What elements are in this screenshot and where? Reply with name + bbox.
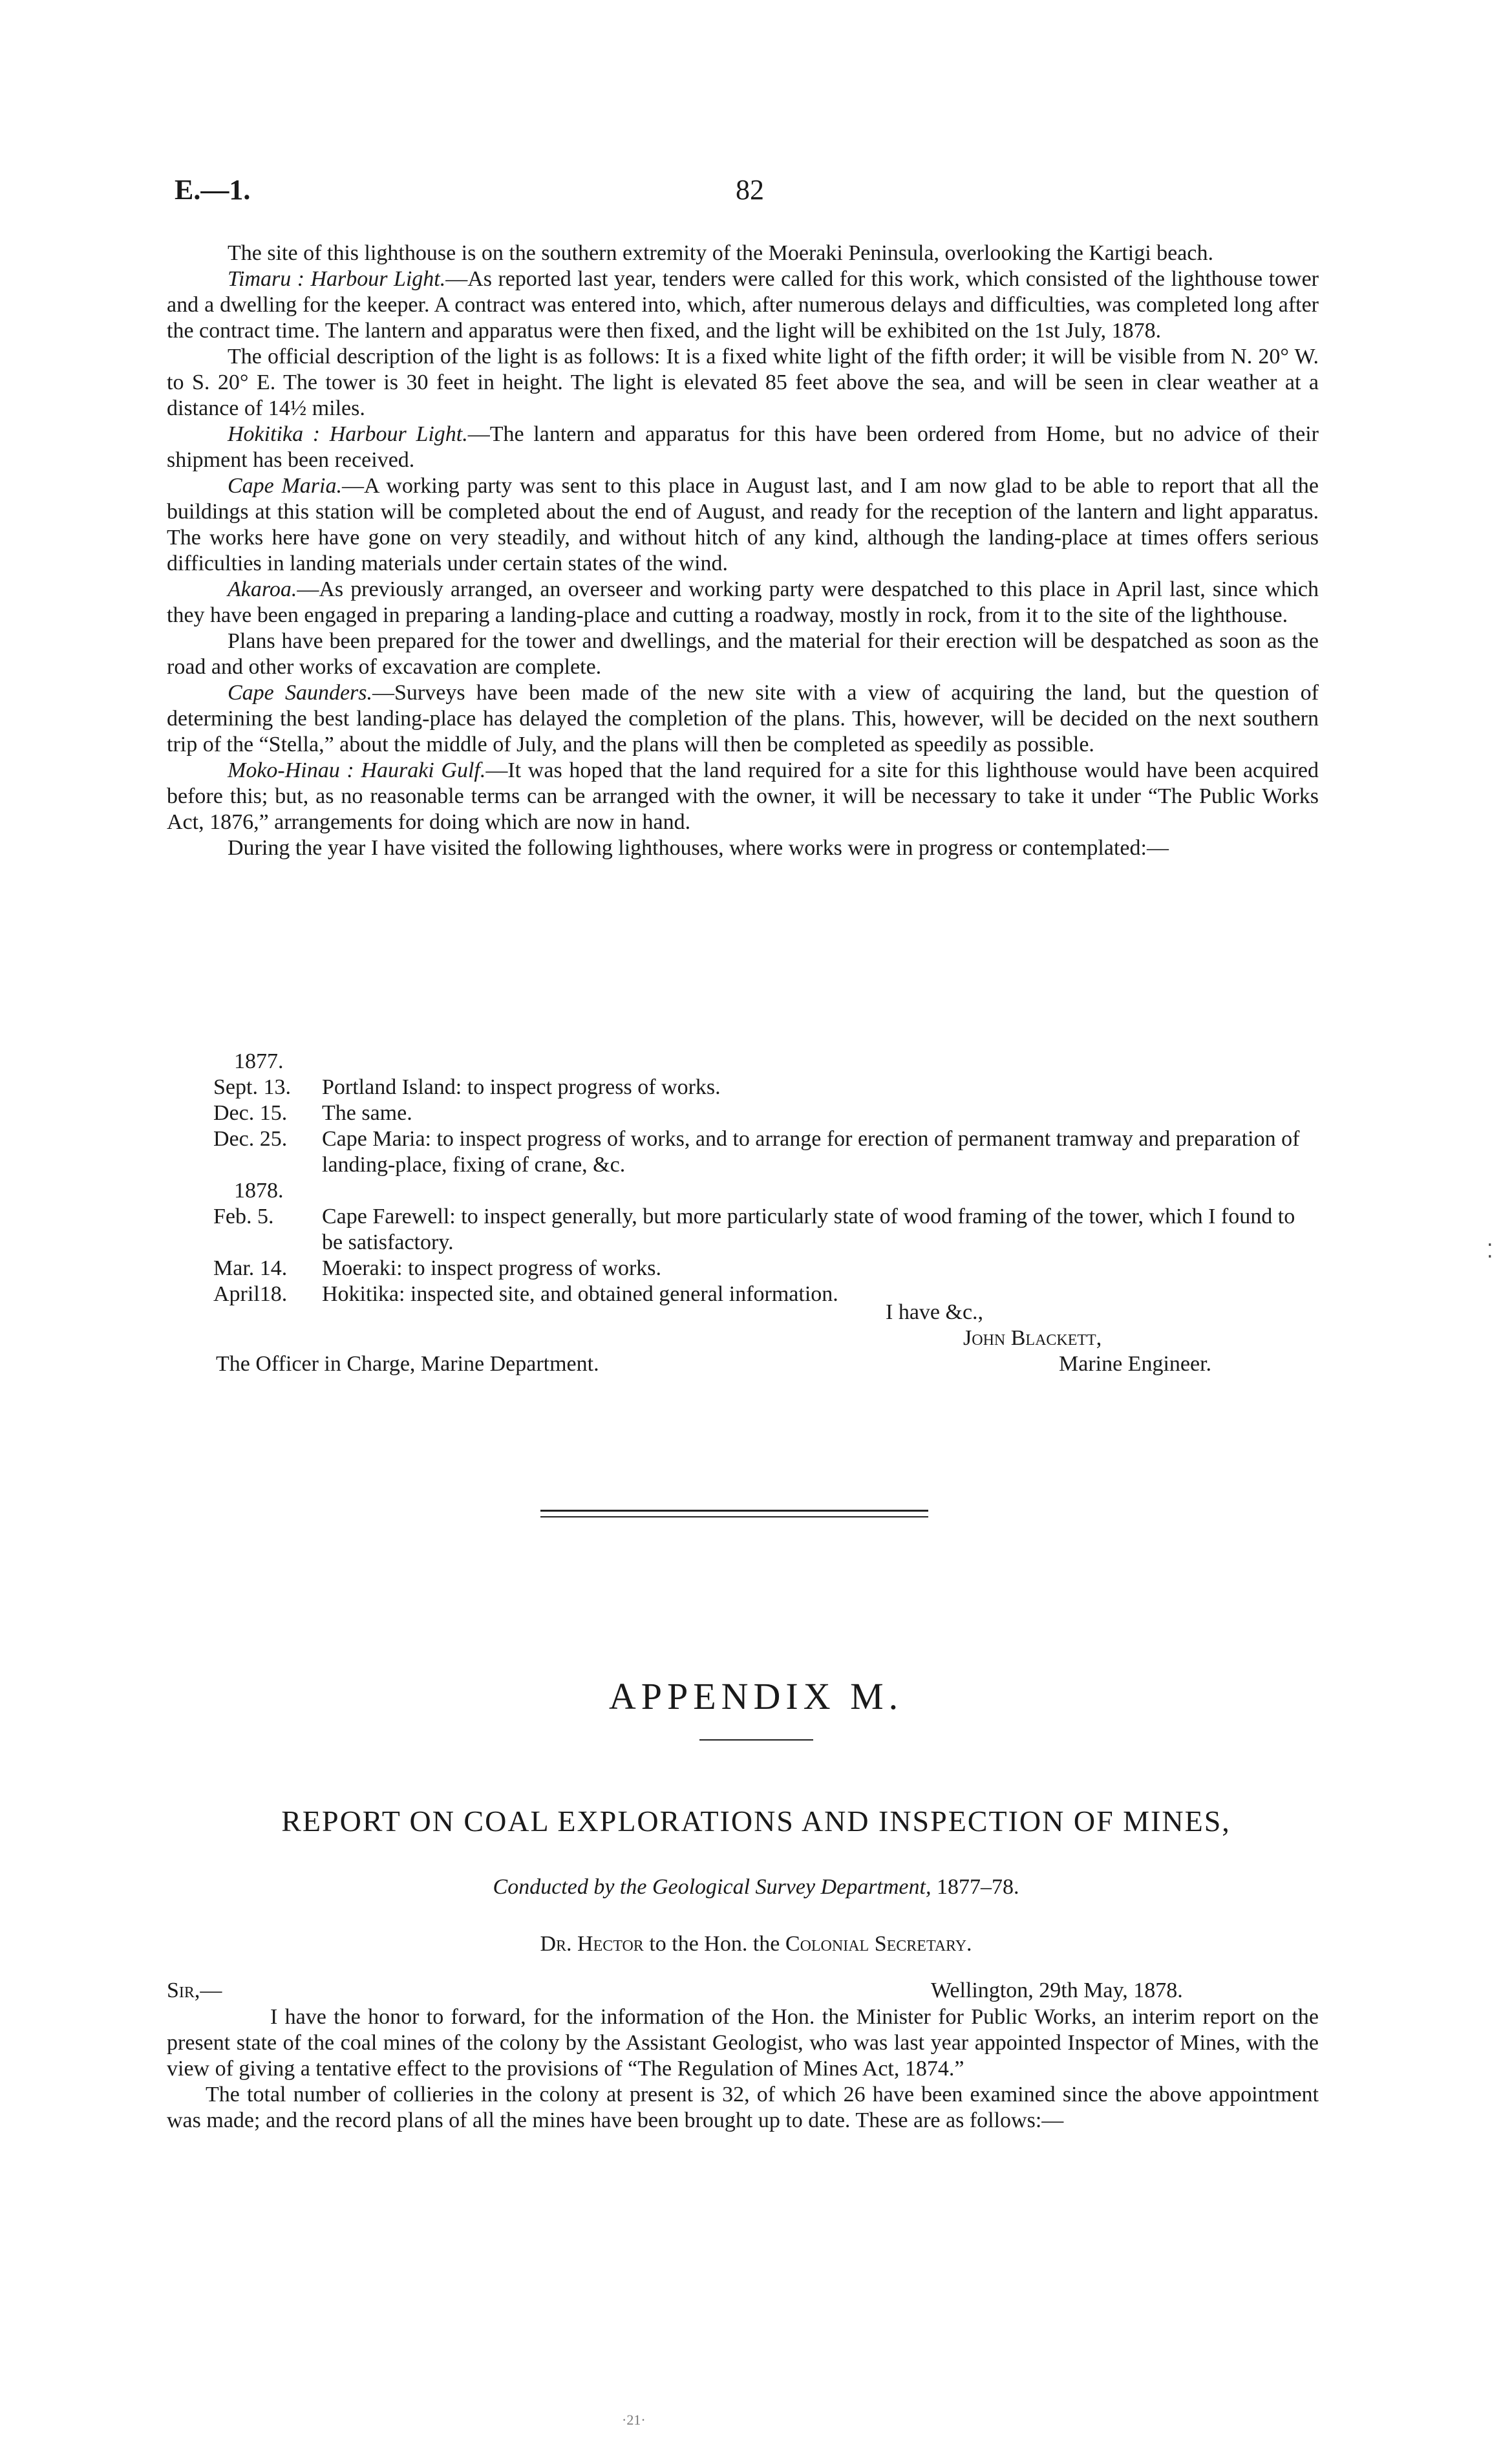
- signatory-name: John Blackett,: [963, 1326, 1102, 1350]
- section-divider: [540, 1510, 928, 1512]
- section-divider: [540, 1516, 928, 1517]
- salutation: Sir,—: [167, 1978, 222, 2002]
- paragraph: Cape Saunders.—Surveys have been made of the new site with a view of acquiring the land, but the question of determining the best landing-place has delayed the completion of the plans. This, however, will be decided on the next southern trip of the “Stella,” about the middle of July, and the plans will then be completed as speedily as possible.: [167, 681, 1319, 756]
- paragraph: Akaroa.—As previously arranged, an overseer and working party were despatched to this place in April last, since which they have been engaged in preparing a landing-place and cutting a roadway, mostly in rock, from it to the site of the lighthouse.: [167, 577, 1319, 627]
- addressee: The Officer in Charge, Marine Department.: [216, 1352, 599, 1376]
- heading-underline: [699, 1739, 813, 1741]
- paragraph: Moko-Hinau : Hauraki Gulf.—It was hoped that the land required for a site for this lighthouse would have been acquired before this; but, as no reasonable terms can be arranged with the owner, it will be necessary to take it under “The Public Works Act, 1876,” arrangements for doing which are now in hand.: [167, 758, 1319, 834]
- closing: I have &c.,: [886, 1300, 984, 1324]
- inspection-diary: [213, 1049, 1312, 1307]
- page-header: [175, 173, 1325, 212]
- place-date: Wellington, 29th May, 1878.: [931, 1978, 1183, 2002]
- paragraph: I have the honor to forward, for the information of the Hon. the Minister for Public Works, an interim report on the present state of the coal mines of the colony by the Assistant Geologist, who was last year appointed Inspector of Mines, with the view of giving a tentative effect to the provisions of “The Regulation of Mines Act, 1874.”: [167, 2005, 1319, 2081]
- diary-year: 1878.: [234, 1179, 284, 1203]
- appendix-heading: APPENDIX M.: [608, 1675, 904, 1717]
- diary-entry: April18. Hokitika: inspected site, and obtained general information.: [213, 1282, 838, 1306]
- paragraph: Cape Maria.—A working party was sent to this place in August last, and I am now glad to be able to report that all the buildings at this station will be completed about the end of August, and ready for the reception of the lantern and light apparatus. The works here have gone on very steadily, and without hitch of any kind, although the landing-place at times offers serious difficulties in landing materials under certain states of the wind.: [167, 474, 1319, 575]
- diary-entry: Dec. 25. Cape Maria: to inspect progress of works, and to arrange for erection of permanent tramway and preparation of landing-place, fixing of crane, &c.: [213, 1127, 1300, 1177]
- paragraph: Plans have been prepared for the tower and dwellings, and the material for their erection will be despatched as soon as the road and other works of excavation are complete.: [167, 629, 1319, 679]
- signatory-title: Marine Engineer.: [1059, 1352, 1212, 1376]
- margin-mark: ⁚: [1487, 1241, 1493, 1262]
- paragraph: During the year I have visited the following lighthouses, where works were in progress or contemplated:—: [228, 836, 1169, 860]
- report-body-top: [167, 241, 1319, 861]
- paragraph: The total number of collieries in the colony at present is 32, of which 26 have been examined since the above appointment was made; and the record plans of all the mines have been brought up to date. These are as follows:—: [167, 2083, 1319, 2132]
- diary-entry: Sept. 13. Portland Island: to inspect progress of works.: [213, 1075, 721, 1099]
- diary-entry: Feb. 5. Cape Farewell: to inspect generally, but more particularly state of wood framing of the tower, which I found to be satisfactory.: [213, 1205, 1295, 1254]
- document-code: E.—1.: [175, 174, 251, 206]
- diary-entry: Dec. 15. The same.: [213, 1101, 412, 1125]
- paragraph: The site of this lighthouse is on the southern extremity of the Moeraki Peninsula, overlooking the Kartigi beach.: [228, 241, 1213, 265]
- report-subtitle: Conducted by the Geological Survey Department, 1877–78.: [493, 1875, 1019, 1899]
- report-title: REPORT ON COAL EXPLORATIONS AND INSPECTION OF MINES,: [281, 1805, 1231, 1838]
- paragraph: The official description of the light is as follows: It is a fixed white light of the fifth order; it will be visible from N. 20° W. to S. 20° E. The tower is 30 feet in height. The light is elevated 85 feet above the sea, and will be seen in clear weather at a distance of 14½ miles.: [167, 345, 1319, 420]
- paragraph: Hokitika : Harbour Light.—The lantern and apparatus for this have been ordered from Home, but no advice of their shipment has been received.: [167, 422, 1319, 472]
- diary-entry: Mar. 14. Moeraki: to inspect progress of works.: [213, 1256, 662, 1280]
- letter-address: Dr. Hector to the Hon. the Colonial Secretary.: [540, 1932, 972, 1956]
- page-number: 82: [736, 174, 764, 206]
- report-body-bottom: [167, 2004, 1319, 2134]
- diary-year: 1877.: [234, 1049, 284, 1073]
- footer-smudge: ·21·: [622, 2412, 646, 2428]
- paragraph: Timaru : Harbour Light.—As reported last year, tenders were called for this work, which consisted of the lighthouse tower and a dwelling for the keeper. A contract was entered into, which, after numerous delays and difficulties, was completed long after the contract time. The lantern and apparatus were then fixed, and the light will be exhibited on the 1st July, 1878.: [167, 267, 1319, 343]
